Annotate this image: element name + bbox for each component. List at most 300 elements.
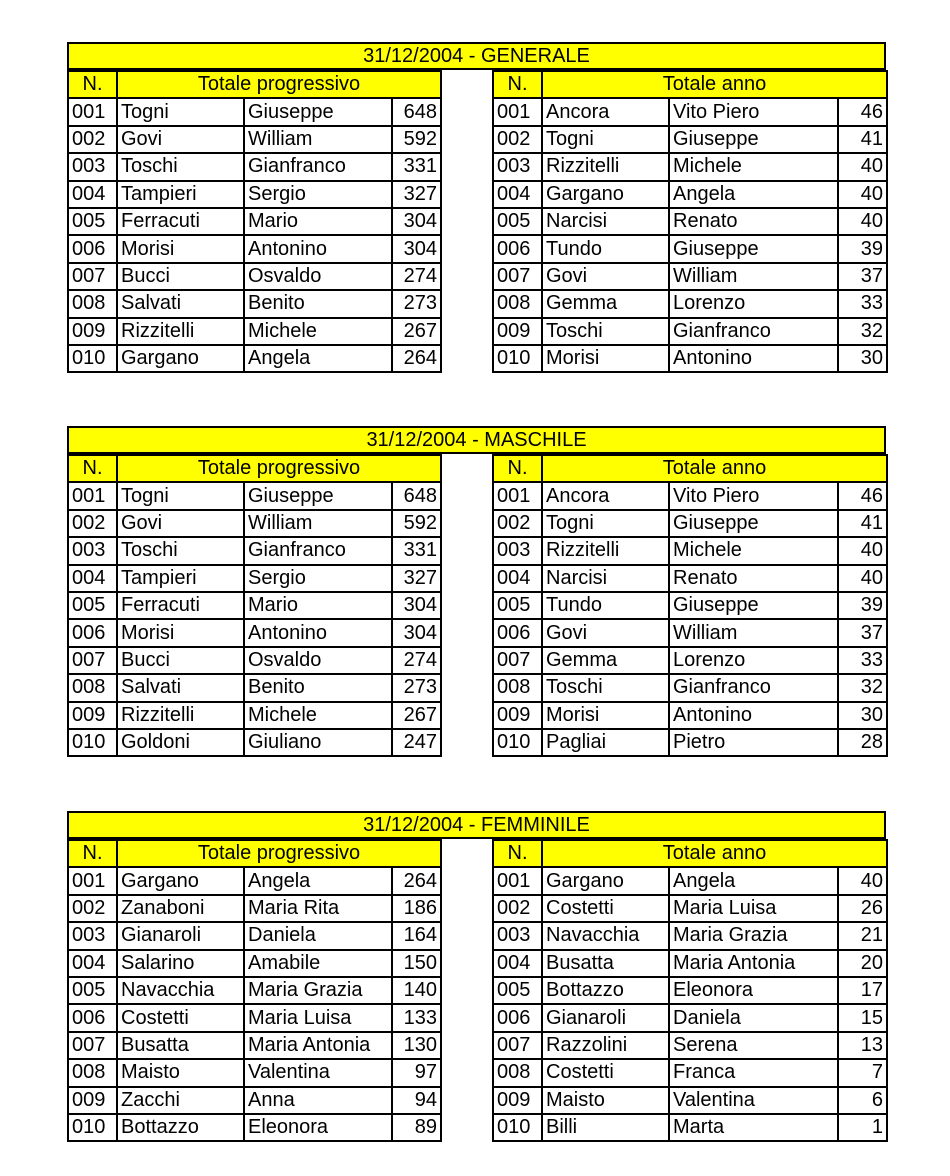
table-row	[493, 977, 887, 1004]
table-row	[493, 537, 887, 564]
table-totale-progressivo	[67, 454, 442, 757]
table-row	[493, 153, 887, 180]
table-row	[493, 729, 887, 756]
table-row	[493, 1032, 887, 1059]
firstname-cell: Serena	[669, 1032, 838, 1059]
score-cell: 40	[838, 208, 887, 235]
rank-cell: 009	[493, 702, 542, 729]
surname-cell: Toschi	[117, 153, 244, 180]
surname-cell: Toschi	[542, 318, 669, 345]
table-totale-progressivo	[67, 70, 442, 373]
rank-cell: 007	[493, 263, 542, 290]
rank-cell: 010	[68, 729, 117, 756]
rank-cell: 008	[68, 290, 117, 317]
firstname-cell: Giuliano	[244, 729, 392, 756]
surname-cell: Salarino	[117, 950, 244, 977]
score-cell: 130	[392, 1032, 441, 1059]
table-row	[68, 1087, 441, 1114]
table-row	[68, 1114, 441, 1141]
firstname-cell: Eleonora	[669, 977, 838, 1004]
rank-cell: 003	[68, 537, 117, 564]
table-row	[68, 482, 441, 509]
surname-cell: Narcisi	[542, 565, 669, 592]
rank-cell: 005	[493, 592, 542, 619]
rank-cell: 004	[68, 950, 117, 977]
table-row	[68, 235, 441, 262]
header-label: Totale progressivo	[117, 840, 441, 867]
firstname-cell: Franca	[669, 1059, 838, 1086]
rank-cell: 010	[493, 729, 542, 756]
table-row	[68, 510, 441, 537]
score-cell: 40	[838, 867, 887, 894]
firstname-cell: Gianfranco	[669, 674, 838, 701]
surname-cell: Costetti	[542, 1059, 669, 1086]
surname-cell: Zanaboni	[117, 895, 244, 922]
score-cell: 164	[392, 922, 441, 949]
rank-cell: 006	[493, 619, 542, 646]
surname-cell: Costetti	[542, 895, 669, 922]
table-row	[68, 950, 441, 977]
rank-cell: 006	[493, 235, 542, 262]
table-row	[493, 895, 887, 922]
table-row	[493, 510, 887, 537]
table-row	[68, 647, 441, 674]
table-row	[493, 126, 887, 153]
table-row	[493, 181, 887, 208]
table-row	[493, 1087, 887, 1114]
rank-cell: 004	[493, 950, 542, 977]
surname-cell: Rizzitelli	[117, 702, 244, 729]
firstname-cell: Maria Antonia	[244, 1032, 392, 1059]
rank-cell: 007	[68, 1032, 117, 1059]
firstname-cell: Osvaldo	[244, 263, 392, 290]
firstname-cell: Lorenzo	[669, 647, 838, 674]
header-n: N.	[493, 71, 542, 98]
table-row	[68, 674, 441, 701]
section-title: 31/12/2004 - FEMMINILE	[67, 811, 886, 839]
table-totale-anno	[492, 454, 888, 757]
section-generale	[67, 42, 886, 372]
section-title: 31/12/2004 - MASCHILE	[67, 426, 886, 454]
surname-cell: Rizzitelli	[117, 318, 244, 345]
surname-cell: Bucci	[117, 647, 244, 674]
firstname-cell: William	[244, 510, 392, 537]
score-cell: 140	[392, 977, 441, 1004]
firstname-cell: Gianfranco	[244, 537, 392, 564]
surname-cell: Morisi	[542, 702, 669, 729]
table-row	[68, 895, 441, 922]
score-cell: 32	[838, 674, 887, 701]
firstname-cell: Angela	[669, 181, 838, 208]
firstname-cell: Sergio	[244, 565, 392, 592]
surname-cell: Tundo	[542, 592, 669, 619]
score-cell: 331	[392, 153, 441, 180]
surname-cell: Gemma	[542, 290, 669, 317]
surname-cell: Govi	[542, 619, 669, 646]
surname-cell: Bottazzo	[117, 1114, 244, 1141]
rank-cell: 002	[68, 126, 117, 153]
rank-cell: 010	[68, 1114, 117, 1141]
surname-cell: Tampieri	[117, 565, 244, 592]
firstname-cell: Vito Piero	[669, 98, 838, 125]
firstname-cell: Michele	[244, 702, 392, 729]
firstname-cell: Michele	[669, 153, 838, 180]
firstname-cell: Daniela	[244, 922, 392, 949]
table-row	[68, 729, 441, 756]
surname-cell: Gargano	[117, 867, 244, 894]
score-cell: 7	[838, 1059, 887, 1086]
rank-cell: 008	[493, 674, 542, 701]
table-row	[493, 674, 887, 701]
score-cell: 592	[392, 126, 441, 153]
score-cell: 40	[838, 153, 887, 180]
table-row	[68, 565, 441, 592]
firstname-cell: Giuseppe	[244, 98, 392, 125]
rank-cell: 005	[68, 592, 117, 619]
surname-cell: Togni	[117, 482, 244, 509]
table-row	[493, 98, 887, 125]
table-row	[493, 290, 887, 317]
header-label: Totale anno	[542, 71, 887, 98]
rank-cell: 001	[68, 867, 117, 894]
header-n: N.	[493, 455, 542, 482]
score-cell: 327	[392, 565, 441, 592]
table-row	[68, 208, 441, 235]
surname-cell: Govi	[117, 126, 244, 153]
table-totale-progressivo	[67, 839, 442, 1142]
rank-cell: 009	[493, 1087, 542, 1114]
firstname-cell: Giuseppe	[669, 510, 838, 537]
surname-cell: Razzolini	[542, 1032, 669, 1059]
score-cell: 41	[838, 510, 887, 537]
score-cell: 33	[838, 290, 887, 317]
score-cell: 28	[838, 729, 887, 756]
rank-cell: 005	[68, 977, 117, 1004]
header-label: Totale progressivo	[117, 71, 441, 98]
score-cell: 17	[838, 977, 887, 1004]
rank-cell: 008	[68, 1059, 117, 1086]
score-cell: 267	[392, 702, 441, 729]
score-cell: 46	[838, 482, 887, 509]
score-cell: 39	[838, 235, 887, 262]
surname-cell: Salvati	[117, 290, 244, 317]
score-cell: 304	[392, 235, 441, 262]
firstname-cell: Valentina	[669, 1087, 838, 1114]
firstname-cell: Amabile	[244, 950, 392, 977]
score-cell: 37	[838, 263, 887, 290]
table-row	[68, 702, 441, 729]
firstname-cell: Angela	[244, 345, 392, 372]
firstname-cell: Angela	[669, 867, 838, 894]
score-cell: 150	[392, 950, 441, 977]
table-row	[68, 263, 441, 290]
firstname-cell: Renato	[669, 208, 838, 235]
surname-cell: Gargano	[117, 345, 244, 372]
firstname-cell: Osvaldo	[244, 647, 392, 674]
rank-cell: 003	[68, 922, 117, 949]
firstname-cell: Antonino	[669, 345, 838, 372]
surname-cell: Tampieri	[117, 181, 244, 208]
surname-cell: Gianaroli	[542, 1004, 669, 1031]
surname-cell: Togni	[542, 126, 669, 153]
header-n: N.	[493, 840, 542, 867]
surname-cell: Zacchi	[117, 1087, 244, 1114]
firstname-cell: Sergio	[244, 181, 392, 208]
surname-cell: Narcisi	[542, 208, 669, 235]
firstname-cell: Benito	[244, 290, 392, 317]
table-row	[68, 1032, 441, 1059]
header-n: N.	[68, 71, 117, 98]
score-cell: 40	[838, 565, 887, 592]
score-cell: 186	[392, 895, 441, 922]
rank-cell: 001	[493, 482, 542, 509]
firstname-cell: Giuseppe	[669, 235, 838, 262]
table-row	[493, 592, 887, 619]
table-header-row	[68, 840, 441, 867]
firstname-cell: Benito	[244, 674, 392, 701]
score-cell: 274	[392, 263, 441, 290]
score-cell: 33	[838, 647, 887, 674]
table-row	[493, 702, 887, 729]
score-cell: 30	[838, 345, 887, 372]
firstname-cell: Antonino	[244, 235, 392, 262]
table-row	[493, 318, 887, 345]
rank-cell: 004	[68, 565, 117, 592]
firstname-cell: Antonino	[669, 702, 838, 729]
surname-cell: Goldoni	[117, 729, 244, 756]
score-cell: 648	[392, 98, 441, 125]
surname-cell: Navacchia	[542, 922, 669, 949]
table-row	[68, 1004, 441, 1031]
firstname-cell: Mario	[244, 208, 392, 235]
rank-cell: 004	[68, 181, 117, 208]
rank-cell: 010	[493, 1114, 542, 1141]
surname-cell: Costetti	[117, 1004, 244, 1031]
table-row	[493, 1059, 887, 1086]
table-header-row	[493, 840, 887, 867]
surname-cell: Gianaroli	[117, 922, 244, 949]
firstname-cell: Michele	[244, 318, 392, 345]
score-cell: 304	[392, 208, 441, 235]
rank-cell: 002	[493, 126, 542, 153]
table-header-row	[493, 455, 887, 482]
score-cell: 41	[838, 126, 887, 153]
rank-cell: 007	[493, 1032, 542, 1059]
header-label: Totale progressivo	[117, 455, 441, 482]
rank-cell: 002	[493, 895, 542, 922]
firstname-cell: Michele	[669, 537, 838, 564]
header-n: N.	[68, 455, 117, 482]
header-label: Totale anno	[542, 840, 887, 867]
surname-cell: Toschi	[542, 674, 669, 701]
header-n: N.	[68, 840, 117, 867]
rank-cell: 001	[68, 98, 117, 125]
rank-cell: 002	[493, 510, 542, 537]
rank-cell: 008	[493, 290, 542, 317]
surname-cell: Morisi	[117, 619, 244, 646]
rank-cell: 009	[68, 1087, 117, 1114]
firstname-cell: Maria Luisa	[244, 1004, 392, 1031]
score-cell: 89	[392, 1114, 441, 1141]
score-cell: 15	[838, 1004, 887, 1031]
table-row	[493, 867, 887, 894]
table-row	[493, 208, 887, 235]
surname-cell: Bucci	[117, 263, 244, 290]
rank-cell: 003	[493, 537, 542, 564]
table-row	[68, 290, 441, 317]
rank-cell: 005	[493, 208, 542, 235]
score-cell: 20	[838, 950, 887, 977]
firstname-cell: Gianfranco	[244, 153, 392, 180]
surname-cell: Pagliai	[542, 729, 669, 756]
surname-cell: Tundo	[542, 235, 669, 262]
rank-cell: 010	[68, 345, 117, 372]
surname-cell: Busatta	[542, 950, 669, 977]
table-header-row	[493, 71, 887, 98]
table-row	[68, 867, 441, 894]
firstname-cell: Giuseppe	[669, 592, 838, 619]
score-cell: 37	[838, 619, 887, 646]
score-cell: 273	[392, 674, 441, 701]
table-row	[493, 235, 887, 262]
firstname-cell: Pietro	[669, 729, 838, 756]
score-cell: 331	[392, 537, 441, 564]
firstname-cell: Maria Grazia	[669, 922, 838, 949]
firstname-cell: Maria Luisa	[669, 895, 838, 922]
score-cell: 273	[392, 290, 441, 317]
score-cell: 648	[392, 482, 441, 509]
surname-cell: Gemma	[542, 647, 669, 674]
table-row	[493, 619, 887, 646]
surname-cell: Billi	[542, 1114, 669, 1141]
table-row	[68, 619, 441, 646]
firstname-cell: William	[244, 126, 392, 153]
score-cell: 39	[838, 592, 887, 619]
score-cell: 40	[838, 537, 887, 564]
firstname-cell: William	[669, 263, 838, 290]
surname-cell: Gargano	[542, 181, 669, 208]
table-row	[68, 318, 441, 345]
rank-cell: 001	[493, 98, 542, 125]
score-cell: 304	[392, 619, 441, 646]
firstname-cell: Giuseppe	[669, 126, 838, 153]
score-cell: 32	[838, 318, 887, 345]
rank-cell: 004	[493, 181, 542, 208]
surname-cell: Rizzitelli	[542, 153, 669, 180]
firstname-cell: Maria Rita	[244, 895, 392, 922]
table-row	[68, 592, 441, 619]
rank-cell: 006	[68, 619, 117, 646]
surname-cell: Govi	[542, 263, 669, 290]
rank-cell: 009	[68, 702, 117, 729]
score-cell: 40	[838, 181, 887, 208]
firstname-cell: Marta	[669, 1114, 838, 1141]
firstname-cell: Maria Antonia	[669, 950, 838, 977]
rank-cell: 007	[493, 647, 542, 674]
table-row	[493, 345, 887, 372]
table-row	[68, 98, 441, 125]
rank-cell: 003	[493, 922, 542, 949]
rank-cell: 001	[68, 482, 117, 509]
rank-cell: 006	[68, 1004, 117, 1031]
surname-cell: Ferracuti	[117, 208, 244, 235]
rank-cell: 006	[68, 235, 117, 262]
firstname-cell: Daniela	[669, 1004, 838, 1031]
table-header-row	[68, 455, 441, 482]
firstname-cell: Antonino	[244, 619, 392, 646]
table-row	[493, 565, 887, 592]
header-label: Totale anno	[542, 455, 887, 482]
table-row	[68, 922, 441, 949]
firstname-cell: Valentina	[244, 1059, 392, 1086]
firstname-cell: William	[669, 619, 838, 646]
score-cell: 13	[838, 1032, 887, 1059]
surname-cell: Ancora	[542, 98, 669, 125]
table-row	[493, 950, 887, 977]
surname-cell: Maisto	[117, 1059, 244, 1086]
score-cell: 327	[392, 181, 441, 208]
firstname-cell: Vito Piero	[669, 482, 838, 509]
surname-cell: Navacchia	[117, 977, 244, 1004]
surname-cell: Togni	[117, 98, 244, 125]
rank-cell: 006	[493, 1004, 542, 1031]
score-cell: 267	[392, 318, 441, 345]
table-row	[68, 181, 441, 208]
firstname-cell: Giuseppe	[244, 482, 392, 509]
score-cell: 264	[392, 345, 441, 372]
section-maschile	[67, 426, 886, 756]
rank-cell: 008	[68, 674, 117, 701]
table-row	[68, 126, 441, 153]
table-row	[68, 537, 441, 564]
rank-cell: 004	[493, 565, 542, 592]
surname-cell: Salvati	[117, 674, 244, 701]
surname-cell: Toschi	[117, 537, 244, 564]
surname-cell: Morisi	[542, 345, 669, 372]
rank-cell: 005	[68, 208, 117, 235]
table-row	[493, 922, 887, 949]
table-row	[68, 345, 441, 372]
score-cell: 304	[392, 592, 441, 619]
firstname-cell: Anna	[244, 1087, 392, 1114]
firstname-cell: Renato	[669, 565, 838, 592]
score-cell: 6	[838, 1087, 887, 1114]
score-cell: 264	[392, 867, 441, 894]
rank-cell: 002	[68, 895, 117, 922]
score-cell: 274	[392, 647, 441, 674]
score-cell: 1	[838, 1114, 887, 1141]
score-cell: 94	[392, 1087, 441, 1114]
rank-cell: 003	[493, 153, 542, 180]
rank-cell: 003	[68, 153, 117, 180]
rank-cell: 007	[68, 647, 117, 674]
score-cell: 592	[392, 510, 441, 537]
table-row	[493, 647, 887, 674]
section-femminile	[67, 811, 886, 1141]
table-row	[68, 153, 441, 180]
rank-cell: 005	[493, 977, 542, 1004]
firstname-cell: Mario	[244, 592, 392, 619]
table-row	[493, 1114, 887, 1141]
surname-cell: Busatta	[117, 1032, 244, 1059]
table-row	[493, 263, 887, 290]
table-totale-anno	[492, 839, 888, 1142]
firstname-cell: Lorenzo	[669, 290, 838, 317]
score-cell: 133	[392, 1004, 441, 1031]
table-row	[68, 977, 441, 1004]
rank-cell: 002	[68, 510, 117, 537]
score-cell: 26	[838, 895, 887, 922]
